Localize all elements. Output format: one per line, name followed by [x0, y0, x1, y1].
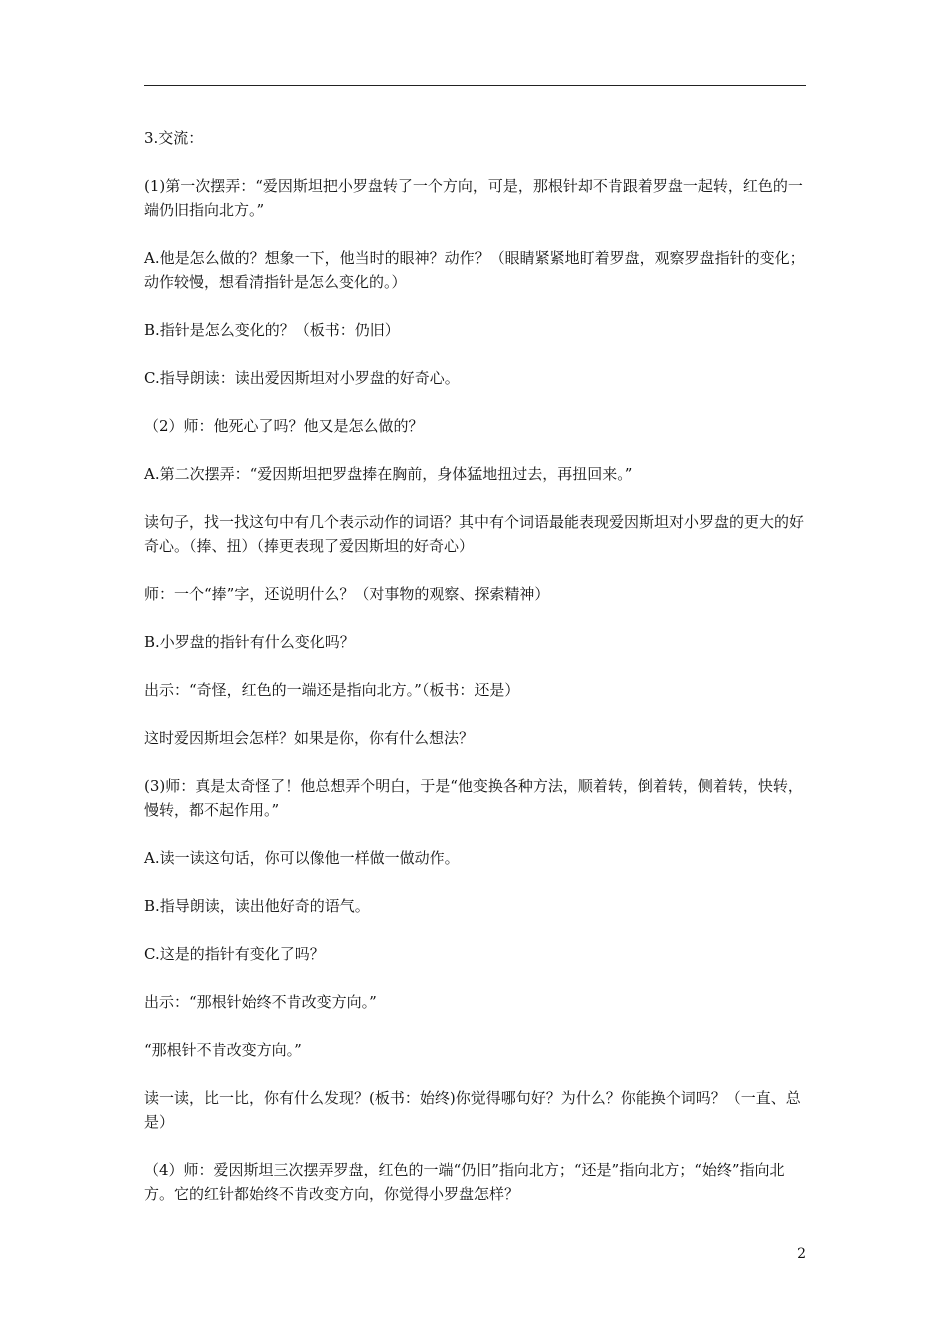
paragraph: 出示：“奇怪，红色的一端还是指向北方。”（板书：还是） — [144, 681, 520, 699]
paragraph: “那根针不肯改变方向。” — [144, 1041, 302, 1059]
paragraph: A.读一读这句话，你可以像他一样做一做动作。 — [144, 849, 460, 867]
paragraph: （2）师：他死心了吗？他又是怎么做的？ — [144, 417, 424, 435]
page-number: 2 — [797, 1246, 806, 1262]
paragraph: A.他是怎么做的？想象一下，他当时的眼神？动作？（眼睛紧紧地盯着罗盘，观察罗盘指针的变化；动作较慢，想看清指针是怎么变化的。） — [144, 249, 805, 291]
paragraph: B.指针是怎么变化的？（板书：仍旧） — [144, 321, 400, 339]
paragraph: B.指导朗读，读出他好奇的语气。 — [144, 897, 370, 915]
paragraph: 这时爱因斯坦会怎样？如果是你，你有什么想法？ — [144, 729, 475, 747]
paragraph: C.这是的指针有变化了吗？ — [144, 945, 325, 963]
paragraph: 读一读，比一比，你有什么发现？(板书：始终)你觉得哪句好？为什么？你能换个词吗？（一直、总是） — [144, 1089, 801, 1131]
paragraph: 读句子，找一找这句中有几个表示动作的词语？其中有个词语最能表现爱因斯坦对小罗盘的更大的好奇心。（捧、扭）（捧更表现了爱因斯坦的好奇心） — [144, 513, 805, 555]
paragraph: 3.交流： — [144, 129, 204, 147]
paragraph: B.小罗盘的指针有什么变化吗？ — [144, 633, 355, 651]
paragraph: 师：一个“捧”字，还说明什么？（对事物的观察、探索精神） — [144, 585, 550, 603]
paragraph: C.指导朗读：读出爱因斯坦对小罗盘的好奇心。 — [144, 369, 460, 387]
document-body — [144, 126, 806, 1230]
paragraph: A.第二次摆弄：“爱因斯坦把罗盘捧在胸前，身体猛地扭过去，再扭回来。” — [144, 465, 633, 483]
header-rule — [144, 85, 806, 86]
paragraph: (3)师：真是太奇怪了！他总想弄个明白，于是“他变换各种方法，顺着转，倒着转，侧着转，快转，慢转，都不起作用。” — [144, 777, 803, 819]
paragraph: （4）师：爱因斯坦三次摆弄罗盘，红色的一端“仍旧”指向北方；“还是”指向北方；“始终”指向北方。它的红针都始终不肯改变方向，你觉得小罗盘怎样？ — [144, 1161, 785, 1203]
paragraph: (1)第一次摆弄：“爱因斯坦把小罗盘转了一个方向，可是，那根针却不肯跟着罗盘一起转，红色的一端仍旧指向北方。” — [144, 177, 803, 219]
paragraph: 出示：“那根针始终不肯改变方向。” — [144, 993, 377, 1011]
